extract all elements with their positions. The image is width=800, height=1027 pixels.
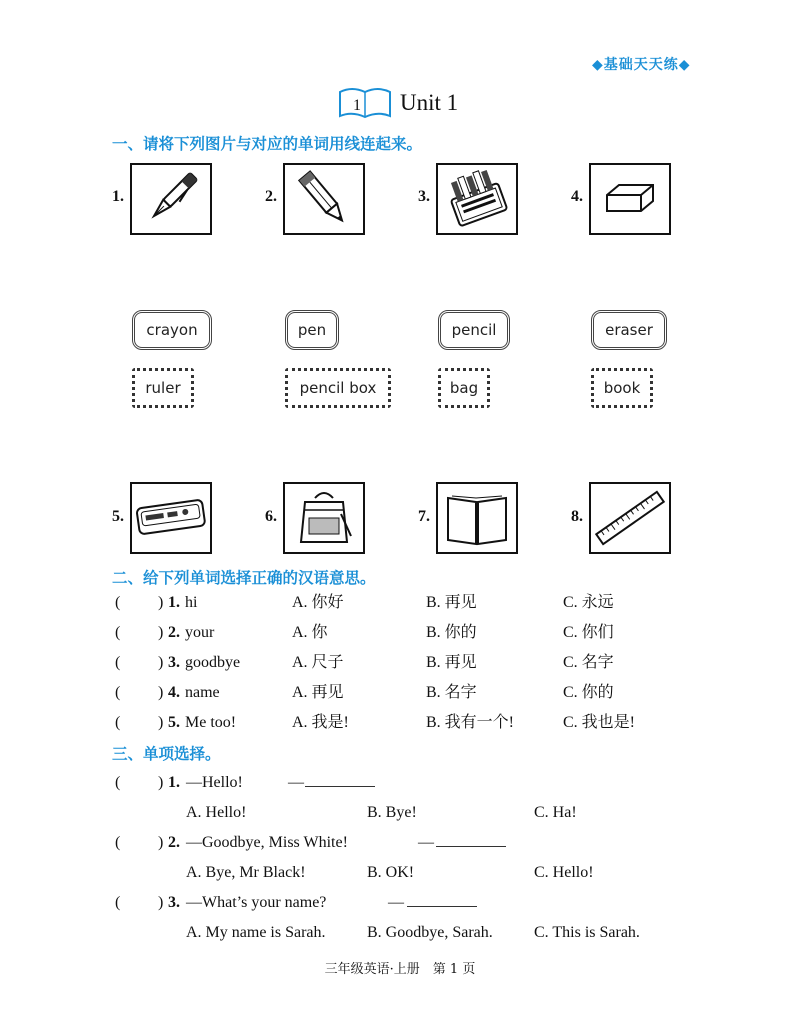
option-a: A. My name is Sarah. [186, 924, 326, 941]
picture-7[interactable] [436, 482, 518, 554]
option-a: A. 你 [292, 624, 328, 641]
item-number: 4. [571, 188, 583, 205]
open-book-icon [338, 86, 392, 120]
series-badge: ◆基础天天练◆ [592, 57, 691, 73]
answer-paren-open[interactable]: ( [115, 594, 121, 611]
answer-paren-close: ) [158, 894, 164, 911]
fountain-pen-icon [132, 165, 210, 233]
reply-blank [305, 772, 375, 794]
option-c: C. 我也是! [563, 714, 636, 731]
item-number: 1. [112, 188, 124, 205]
word-crayon[interactable]: crayon [132, 310, 212, 350]
question-number: 3. [168, 894, 180, 911]
picture-2[interactable] [283, 163, 365, 235]
word-eraser[interactable]: eraser [591, 310, 667, 350]
picture-6[interactable] [283, 482, 365, 554]
question-prompt: —What’s your name? [186, 894, 327, 911]
answer-paren-close: ) [158, 624, 164, 641]
question-number: 4. [168, 684, 180, 701]
answer-paren-close: ) [158, 714, 164, 731]
answer-paren-open[interactable]: ( [115, 684, 121, 701]
answer-paren-close: ) [158, 594, 164, 611]
option-c: C. 你们 [563, 624, 614, 641]
question-number: 2. [168, 624, 180, 641]
answer-paren-close: ) [158, 684, 164, 701]
unit-title-text: Unit 1 [400, 90, 459, 115]
word-ruler[interactable]: ruler [132, 368, 194, 408]
eraser-icon [591, 165, 669, 233]
option-a: A. 尺子 [292, 654, 344, 671]
picture-4[interactable] [589, 163, 671, 235]
answer-paren-open[interactable]: ( [115, 714, 121, 731]
section1-heading: 一、请将下列图片与对应的单词用线连起来。 [112, 135, 423, 153]
ruler-icon [591, 484, 669, 552]
answer-paren-open[interactable]: ( [115, 894, 121, 911]
pencil-icon [285, 165, 363, 233]
option-b: B. 名字 [426, 684, 477, 701]
picture-1[interactable] [130, 163, 212, 235]
vocab-question-1 [0, 592, 800, 614]
option-c: C. 你的 [563, 684, 614, 701]
option-c: C. Hello! [534, 864, 594, 881]
question-word: your [185, 624, 215, 641]
pencil-case-icon [132, 484, 210, 552]
option-b: B. Goodbye, Sarah. [367, 924, 493, 941]
option-b: B. Bye! [367, 804, 417, 821]
mc-options-1 [0, 802, 800, 824]
mc-question-1 [0, 772, 800, 794]
item-number: 5. [112, 508, 124, 525]
item-number: 8. [571, 508, 583, 525]
unit-title [338, 85, 458, 121]
option-a: A. Hello! [186, 804, 247, 821]
option-b: B. OK! [367, 864, 415, 881]
reply-blank [407, 892, 477, 914]
vocab-question-5 [0, 712, 800, 734]
answer-paren-close: ) [158, 834, 164, 851]
reply-dash: — [288, 774, 304, 791]
answer-paren-open[interactable]: ( [115, 774, 121, 791]
answer-paren-open[interactable]: ( [115, 624, 121, 641]
page-footer: 三年级英语·上册 第 1 页 [324, 962, 476, 977]
option-c: C. Ha! [534, 804, 577, 821]
reply-dash: — [418, 834, 434, 851]
item-number: 3. [418, 188, 430, 205]
answer-paren-close: ) [158, 654, 164, 671]
open-book-icon [438, 484, 516, 552]
option-c: C. 名字 [563, 654, 614, 671]
mc-options-2 [0, 862, 800, 884]
word-pencil-box[interactable]: pencil box [285, 368, 391, 408]
item-number: 7. [418, 508, 430, 525]
question-number: 5. [168, 714, 180, 731]
word-pencil[interactable]: pencil [438, 310, 510, 350]
option-c: C. 永远 [563, 594, 614, 611]
section2-heading: 二、给下列单词选择正确的汉语意思。 [112, 569, 376, 587]
word-bag[interactable]: bag [438, 368, 490, 408]
question-prompt: —Goodbye, Miss White! [186, 834, 348, 851]
answer-paren-open[interactable]: ( [115, 654, 121, 671]
vocab-question-4 [0, 682, 800, 704]
picture-3[interactable] [436, 163, 518, 235]
unit-number: 1 [353, 97, 361, 114]
vocab-question-2 [0, 622, 800, 644]
question-word: goodbye [185, 654, 241, 671]
option-a: A. 再见 [292, 684, 344, 701]
mc-question-2 [0, 832, 800, 854]
vocab-question-3 [0, 652, 800, 674]
picture-8[interactable] [589, 482, 671, 554]
question-word: name [185, 684, 220, 701]
reply-blank [436, 832, 506, 854]
reply-dash: — [388, 894, 404, 911]
crayon-box-icon [438, 165, 516, 233]
mc-options-3 [0, 922, 800, 944]
mc-question-3 [0, 892, 800, 914]
word-book[interactable]: book [591, 368, 653, 408]
question-word: Me too! [185, 714, 237, 731]
question-word: hi [185, 594, 198, 611]
option-a: A. Bye, Mr Black! [186, 864, 306, 881]
option-a: A. 你好 [292, 594, 344, 611]
option-c: C. This is Sarah. [534, 924, 640, 941]
question-number: 1. [168, 594, 180, 611]
question-number: 1. [168, 774, 180, 791]
word-pen[interactable]: pen [285, 310, 339, 350]
answer-paren-open[interactable]: ( [115, 834, 121, 851]
option-b: B. 我有一个! [426, 714, 515, 731]
item-number: 2. [265, 188, 277, 205]
school-bag-icon [285, 484, 363, 552]
item-number: 6. [265, 508, 277, 525]
option-b: B. 再见 [426, 594, 477, 611]
option-b: B. 你的 [426, 624, 477, 641]
question-number: 2. [168, 834, 180, 851]
picture-5[interactable] [130, 482, 212, 554]
section3-heading: 三、单项选择。 [112, 745, 221, 763]
question-number: 3. [168, 654, 180, 671]
question-prompt: —Hello! [186, 774, 243, 791]
option-a: A. 我是! [292, 714, 349, 731]
answer-paren-close: ) [158, 774, 164, 791]
option-b: B. 再见 [426, 654, 477, 671]
